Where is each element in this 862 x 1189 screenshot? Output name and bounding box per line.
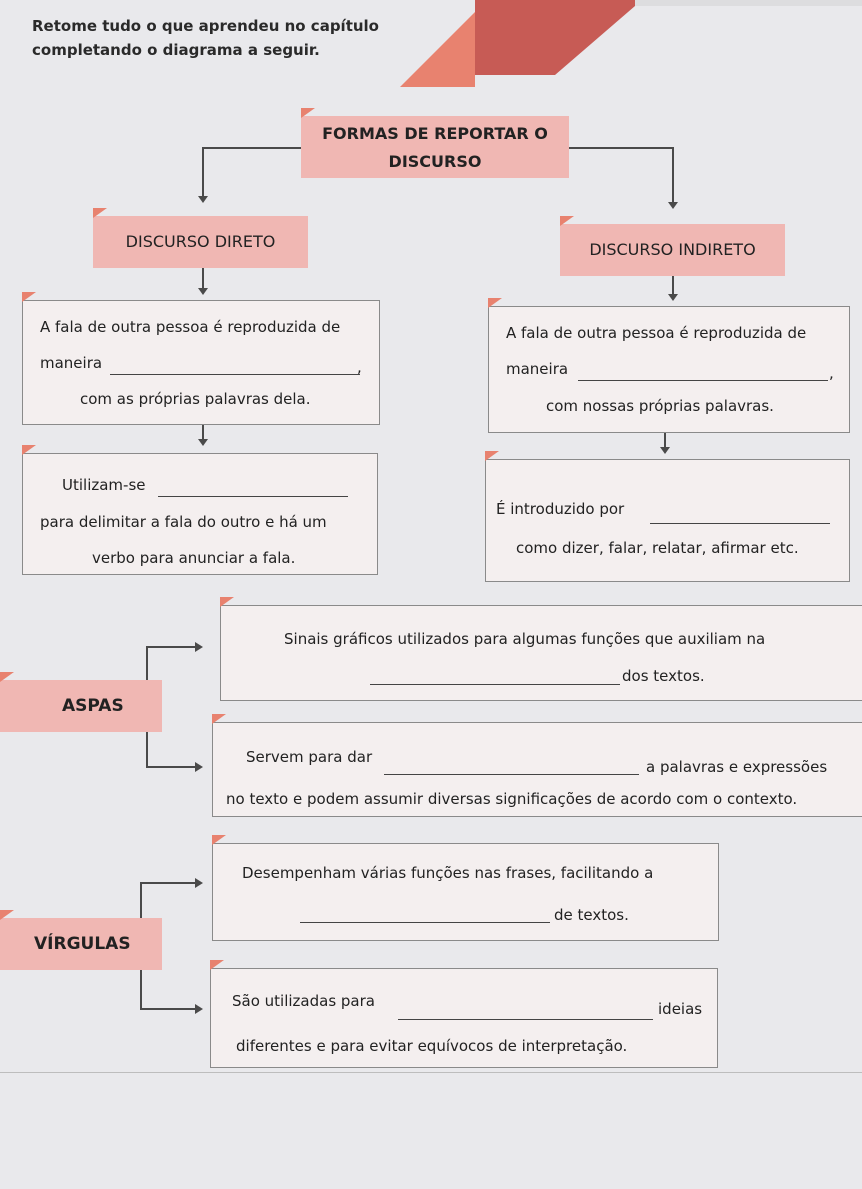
connector-aspas-up-v [146,646,148,680]
connector-direct-use [202,425,204,439]
direct-usage-corner [22,445,36,455]
indirect-def-line-3: com nossas próprias palavras. [546,397,774,415]
direct-def-line-2: maneira [40,354,103,372]
arrow-indirect-def [668,294,678,301]
connector-root-right-v [672,147,674,203]
instructions [32,14,379,62]
aspas-box2-prefix: Servem para dar [246,748,373,766]
aspas-corner [0,672,14,682]
virgulas-box2-prefix: São utilizadas para [232,992,375,1010]
direct-use-line-2: para delimitar a fala do outro e há um [40,513,327,531]
arrow-aspas-usage [195,762,203,772]
direct-def-line-1: A fala de outra pessoa é reproduzida de [40,318,341,336]
aspas-label [0,680,162,732]
root-node-line-1: FORMAS DE REPORTAR O [322,124,548,143]
connector-virgulas-down-v [140,970,142,1010]
direct-def-line-3: com as próprias palavras dela. [80,390,311,408]
virgulas-box2-corner [210,960,224,970]
arrow-indirect-intro [660,447,670,454]
arrow-to-direct [198,196,208,203]
indirect-def-line-2: maneira [506,360,569,378]
direct-manner-blank[interactable] [110,374,360,375]
root-node-line-2: DISCURSO [388,152,482,171]
virgulas-box2-line-2: diferentes e para evitar equívocos de interpretação. [236,1037,628,1055]
indirect-intro-line-2: como dizer, falar, relatar, afirmar etc. [516,539,799,557]
connector-indirect-intro [664,433,666,447]
indirect-corner-marker [560,216,574,226]
virgulas-title: VÍRGULAS [34,934,131,954]
aspas-box1-suffix: dos textos. [622,667,705,685]
instructions-line-1: Retome tudo o que aprendeu no capítulo [32,17,379,35]
arrow-aspas-function [195,642,203,652]
direct-speech-title: DISCURSO DIRETO [125,232,276,251]
virgulas-function-box [212,843,719,941]
connector-root-left-v [202,147,204,197]
arrow-direct-use [198,439,208,446]
decorative-triangle [400,12,475,87]
virgulas-box1-corner [212,835,226,845]
aspas-box2-line-2: no texto e podem assumir diversas significações de acordo com o contexto. [226,790,798,808]
arrow-to-indirect [668,202,678,209]
instructions-line-2: completando o diagrama a seguir. [32,41,320,59]
connector-direct-down [202,268,204,288]
connector-root-left-h [203,147,301,149]
direct-marks-blank[interactable] [158,496,348,497]
decorative-band [600,0,862,6]
decorative-banner [475,0,635,75]
indirect-intro-line-1: É introduzido por [496,500,625,518]
virgulas-box2-suffix: ideias [658,1000,703,1018]
indirect-speech-label [560,224,785,276]
connector-aspas-up-h [146,646,196,648]
indirect-def-line-1: A fala de outra pessoa é reproduzida de [506,324,807,342]
indirect-intro-corner [485,451,499,461]
connector-virgulas-up-v [140,882,142,918]
direct-use-line-1: Utilizam-se [62,476,146,494]
root-corner-marker [301,108,315,118]
aspas-function-blank[interactable] [370,684,620,685]
virgulas-box1-suffix: de textos. [554,906,629,924]
aspas-usage-blank[interactable] [384,774,639,775]
direct-def-corner [22,292,36,302]
indirect-def-comma: , [829,364,834,382]
aspas-box1-corner [220,597,234,607]
aspas-box2-corner [212,714,226,724]
indirect-manner-blank[interactable] [578,380,828,381]
indirect-verbs-blank[interactable] [650,523,830,524]
aspas-title: ASPAS [62,696,124,716]
virgulas-function-blank[interactable] [300,922,550,923]
aspas-function-box [220,605,862,701]
virgulas-corner [0,910,14,920]
connector-aspas-down-v [146,732,148,768]
indirect-def-corner [488,298,502,308]
virgulas-usage-blank[interactable] [398,1019,653,1020]
aspas-box2-suffix: a palavras e expressões [646,758,828,776]
root-node [301,116,569,178]
virgulas-label [0,918,162,970]
aspas-box1-line-1: Sinais gráficos utilizados para algumas funções que auxiliam na [284,630,766,648]
indirect-intro-box [485,459,850,582]
direct-speech-label [93,216,308,268]
arrow-virgulas-usage [195,1004,203,1014]
connector-virgulas-up-h [140,882,196,884]
arrow-direct-def [198,288,208,295]
virgulas-box1-line-1: Desempenham várias funções nas frases, facilitando a [242,864,654,882]
connector-indirect-down [672,276,674,294]
connector-virgulas-down-h [140,1008,196,1010]
connector-aspas-down-h [146,766,196,768]
indirect-speech-title: DISCURSO INDIRETO [589,240,756,259]
direct-corner-marker [93,208,107,218]
arrow-virgulas-function [195,878,203,888]
direct-def-comma: , [357,358,362,376]
direct-use-line-3: verbo para anunciar a fala. [92,549,296,567]
connector-root-right-h [569,147,673,149]
bottom-divider [0,1072,862,1073]
